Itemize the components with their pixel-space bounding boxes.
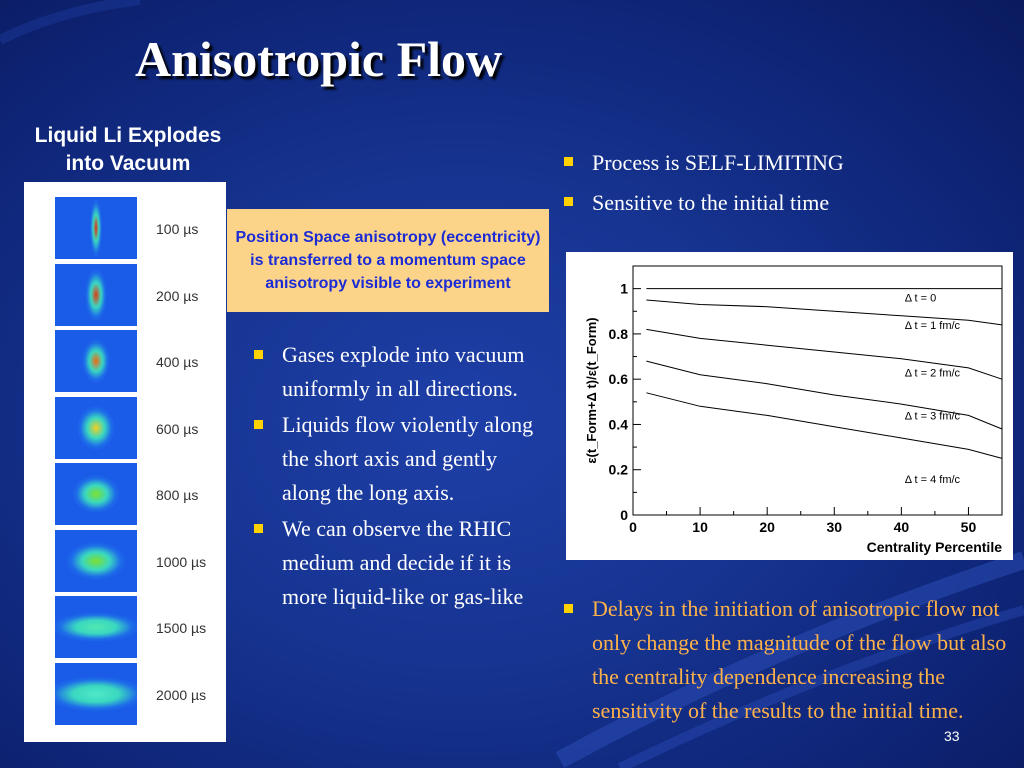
x-tick-label: 0 [629, 519, 637, 535]
frame-time-label: 400 µs [156, 354, 199, 370]
explosion-frame-image [55, 397, 137, 459]
frame-time-label: 200 µs [156, 287, 199, 304]
slide-number: 33 [944, 728, 960, 744]
bullet-item [246, 512, 536, 614]
y-tick-label: 0.8 [608, 325, 628, 342]
frame-time-label: 1500 µs [156, 620, 207, 636]
x-tick-label: 30 [826, 519, 843, 535]
series-label: Δ t = 2 fm/c [904, 367, 961, 380]
explosion-frame-image [55, 596, 137, 658]
eccentricity-chart [566, 252, 1013, 560]
y-tick-label: 1 [620, 280, 628, 297]
bullet-square-icon [564, 157, 573, 166]
series-label: Δ t = 0 [904, 292, 937, 305]
bullet-text: Process is SELF-LIMITING [592, 150, 844, 175]
top-bullet-list [556, 143, 844, 223]
bullet-item [246, 338, 536, 406]
bullet-item [556, 143, 844, 183]
explosion-frame-image [55, 264, 137, 326]
y-axis-label: ε(t_Form+Δ t)/ε(t_Form) [584, 317, 599, 464]
x-tick-label: 40 [893, 519, 910, 535]
frame-time-label: 1000 µs [156, 553, 207, 570]
bullet-square-icon [254, 524, 263, 533]
series-label: Δ t = 1 fm/c [904, 319, 961, 332]
x-tick-label: 50 [960, 519, 977, 535]
x-tick-label: 10 [692, 519, 708, 535]
explosion-frame-image [55, 330, 137, 392]
frame-time-label: 600 µs [156, 420, 199, 437]
x-tick-label: 20 [759, 519, 775, 535]
bullet-square-icon [564, 604, 573, 613]
bullet-text: Delays in the initiation of anisotropic flow not only change the magnitude of the flow but also the centrality dependence increasing the sensitivity of the results to the initial time. [592, 596, 1007, 723]
x-axis-label: Centrality Percentile [866, 539, 1002, 555]
explosion-frame-image [55, 463, 137, 525]
bullet-text: Gases explode into vacuum uniformly in all directions. [282, 342, 525, 401]
series-label: Δ t = 4 fm/c [904, 473, 961, 486]
explosion-frame-image [55, 197, 137, 259]
y-tick-label: 0.2 [608, 461, 628, 478]
frame-time-label: 2000 µs [156, 686, 207, 703]
bullet-item [556, 183, 844, 223]
bullet-text: Liquids flow violently along the short axis and gently along the long axis. [282, 412, 534, 505]
y-tick-label: 0.4 [608, 416, 628, 433]
slide-title: Anisotropic Flow [135, 31, 503, 87]
frame-time-label: 100 µs [156, 221, 199, 237]
explosion-image-strip [24, 182, 226, 742]
explosion-frame-image [55, 663, 137, 725]
bullet-square-icon [254, 350, 263, 359]
bullet-square-icon [564, 197, 573, 206]
bullet-square-icon [254, 420, 263, 429]
frame-time-label: 800 µs [156, 487, 199, 503]
bullet-text: We can observe the RHIC medium and decide if it is more liquid-like or gas-like [282, 516, 524, 609]
caption-line-1: Liquid Li Explodes [34, 124, 222, 147]
chart-svg [566, 252, 1013, 560]
y-tick-label: 0 [620, 507, 628, 523]
y-tick-label: 0.6 [608, 371, 628, 388]
series-line [646, 393, 1002, 459]
caption-line-2: into Vacuum [65, 152, 191, 175]
explosion-frame-image [55, 530, 137, 592]
bullet-item [246, 408, 536, 510]
middle-bullet-list [246, 338, 536, 614]
series-label: Δ t = 3 fm/c [904, 410, 961, 423]
bullet-text: Sensitive to the initial time [592, 190, 830, 215]
eccentricity-callout [227, 209, 549, 312]
callout-text: Position Space anisotropy (eccentricity) is transferred to a momentum space anisotropy visible to experiment [235, 229, 541, 292]
bullet-item [556, 592, 1016, 728]
image-caption [8, 122, 248, 178]
bottom-bullet-list [556, 592, 1016, 728]
